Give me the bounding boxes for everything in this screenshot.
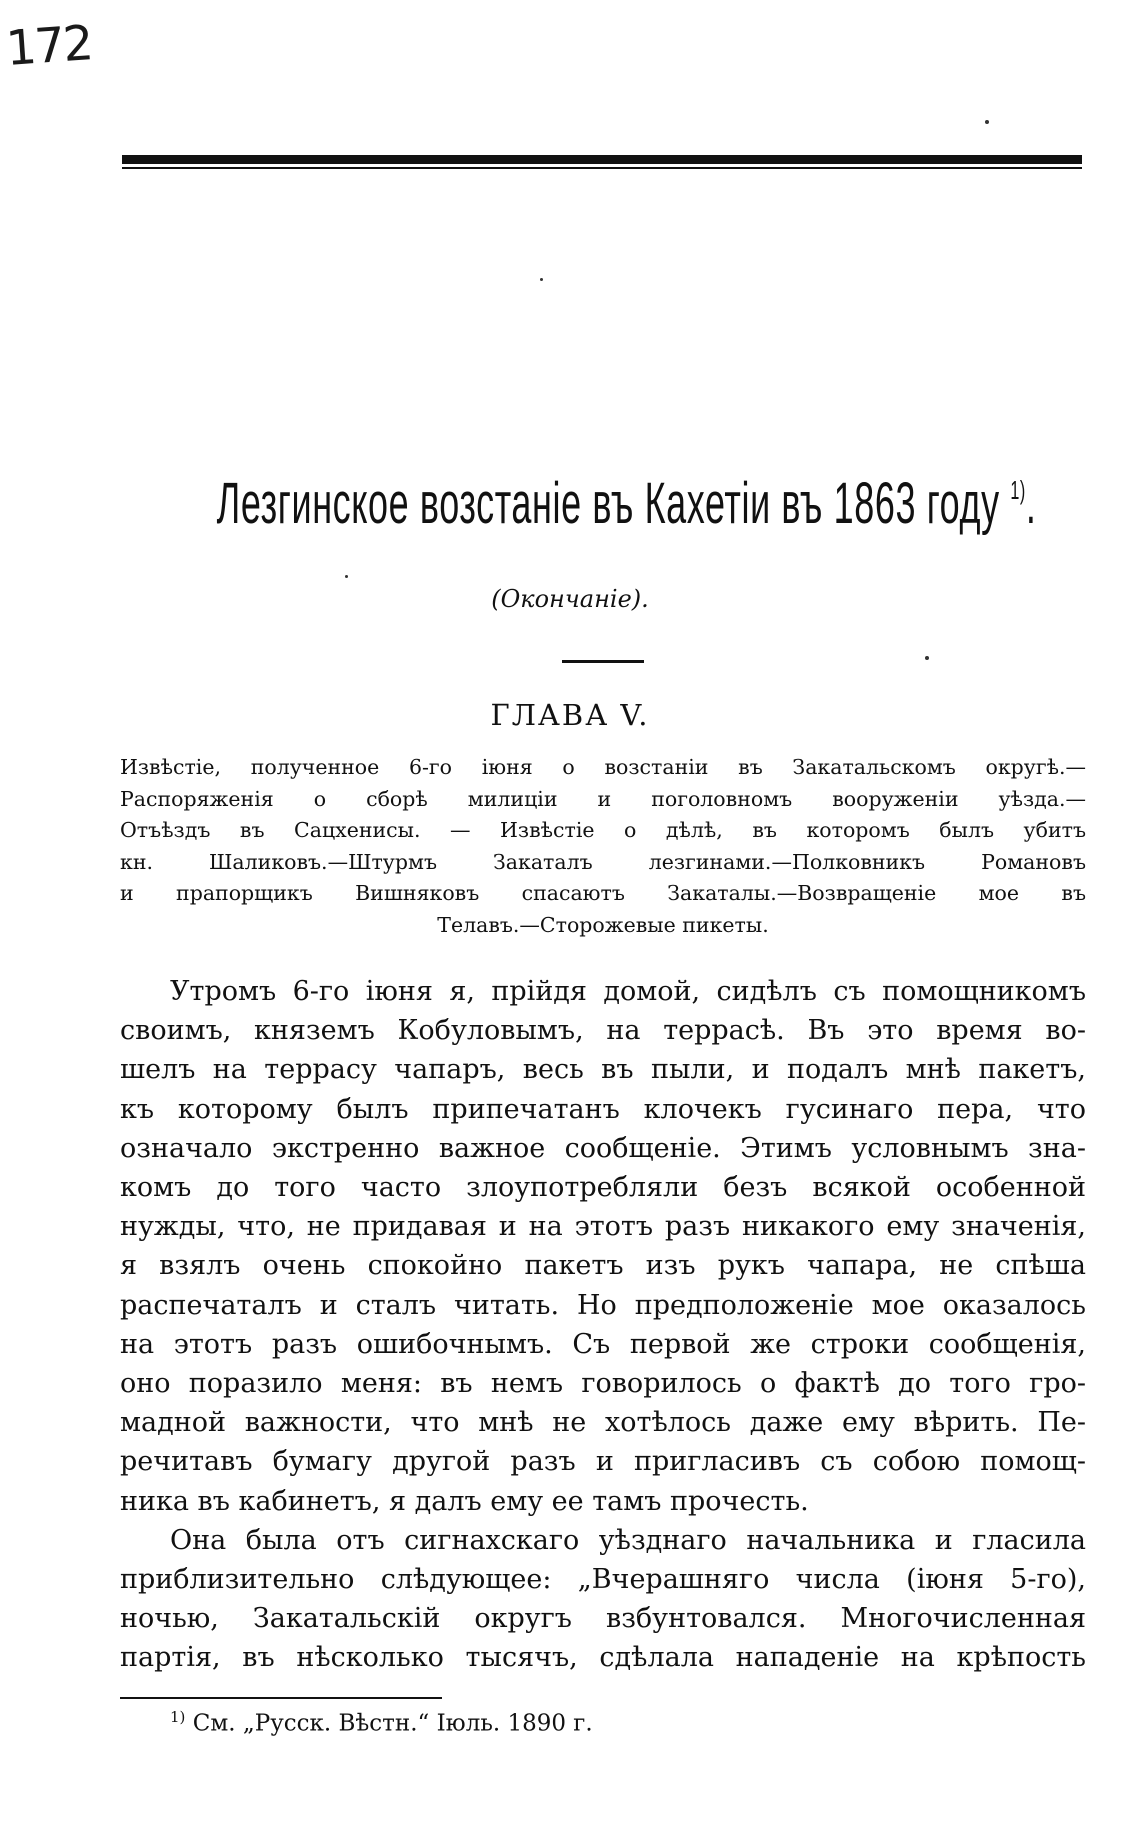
- summary-line: Телавъ.—Сторожевые пикеты.: [437, 912, 769, 937]
- body-line: я взялъ очень спокойно пакетъ изъ рукъ чапара, не спѣша: [120, 1250, 1086, 1282]
- body-line: мадной важности, что мнѣ не хотѣлось даже ему вѣрить. Пе-: [120, 1407, 1086, 1439]
- body-line: шелъ на террасу чапаръ, весь въ пыли, и подалъ мнѣ пакетъ,: [120, 1054, 1086, 1086]
- title-text: Лезгинское возстаніе въ Кахетіи въ 1863 году: [216, 471, 1000, 536]
- article-subtitle: (Окончаніе).: [491, 585, 649, 613]
- body-line: Утромъ 6-го іюня я, прійдя домой, сидѣлъ съ помощникомъ: [170, 976, 1086, 1007]
- body-line: означало экстренно важное сообщеніе. Этимъ условнымъ зна-: [120, 1132, 1086, 1164]
- body-line: комъ до того часто злоупотребляли безъ всякой особенной: [120, 1172, 1086, 1204]
- chapter-summary: [120, 752, 1086, 941]
- summary-line: и прапорщикъ Вишняковъ спасаютъ Закаталы.—Возвращеніе мое въ: [120, 881, 1086, 905]
- footnote-rule: [120, 1697, 442, 1699]
- body-line: ночью, Закатальскій округъ взбунтовался. Многочисленная: [120, 1603, 1086, 1635]
- handwritten-page-number: 172: [4, 15, 94, 77]
- summary-line: Отъѣздъ въ Сацхенисы. — Извѣстіе о дѣлѣ, въ которомъ былъ убитъ: [120, 818, 1086, 842]
- print-speck: [925, 656, 929, 660]
- body-line: къ которому былъ припечатанъ клочекъ гусинаго пера, что: [120, 1093, 1086, 1125]
- body-line: оно поразило меня: въ немъ говорилось о фактѣ до того гро-: [120, 1368, 1086, 1400]
- body-line: своимъ, княземъ Кобуловымъ, на террасѣ. Въ это время во-: [120, 1015, 1086, 1047]
- summary-line: Распоряженія о сборѣ милиціи и поголовномъ вооруженіи уѣзда.—: [120, 786, 1086, 811]
- body-text: [120, 972, 1086, 1678]
- footnote-text: См. „Русск. Вѣстн.“ Іюль. 1890 г.: [192, 1710, 593, 1737]
- chapter-heading: ГЛАВА V.: [490, 698, 650, 732]
- body-line: партія, въ нѣсколько тысячъ, сдѣлала нападеніе на крѣпость: [120, 1642, 1086, 1674]
- print-speck: [985, 120, 989, 124]
- footnote: [170, 1708, 593, 1737]
- summary-line: Извѣстіе, полученное 6-го іюня о возстаніи въ Закатальскомъ округѣ.—: [120, 755, 1086, 779]
- title-footnote-mark: 1): [1010, 475, 1026, 505]
- print-speck: [345, 575, 348, 578]
- body-line: Она была отъ сигнахскаго уѣзднаго начальника и гласила: [170, 1524, 1086, 1556]
- body-line: на этотъ разъ ошибочнымъ. Съ первой же строки сообщенія,: [120, 1328, 1086, 1360]
- summary-line: кн. Шаликовъ.—Штурмъ Закаталъ лезгинами.—Полковникъ Романовъ: [120, 849, 1086, 874]
- print-speck: [540, 278, 543, 281]
- header-double-rule: [122, 155, 1082, 169]
- body-line: нужды, что, не придавая и на этотъ разъ никакого ему значенія,: [120, 1211, 1086, 1243]
- footnote-mark: 1): [170, 1708, 186, 1726]
- body-line: ника въ кабинетъ, я далъ ему ее тамъ прочесть.: [120, 1485, 809, 1517]
- body-line: приблизительно слѣдующее: „Вчерашняго числа (іюня 5-го),: [120, 1564, 1086, 1596]
- body-line: речитавъ бумагу другой разъ и пригласивъ съ собою помощ-: [120, 1446, 1086, 1478]
- body-line: распечаталъ и сталъ читать. Но предположеніе мое оказалось: [120, 1289, 1086, 1321]
- section-divider: [562, 660, 644, 663]
- article-title: Лезгинское возстаніе въ Кахетіи въ 1863 году $^{1)}$.: [216, 471, 1037, 536]
